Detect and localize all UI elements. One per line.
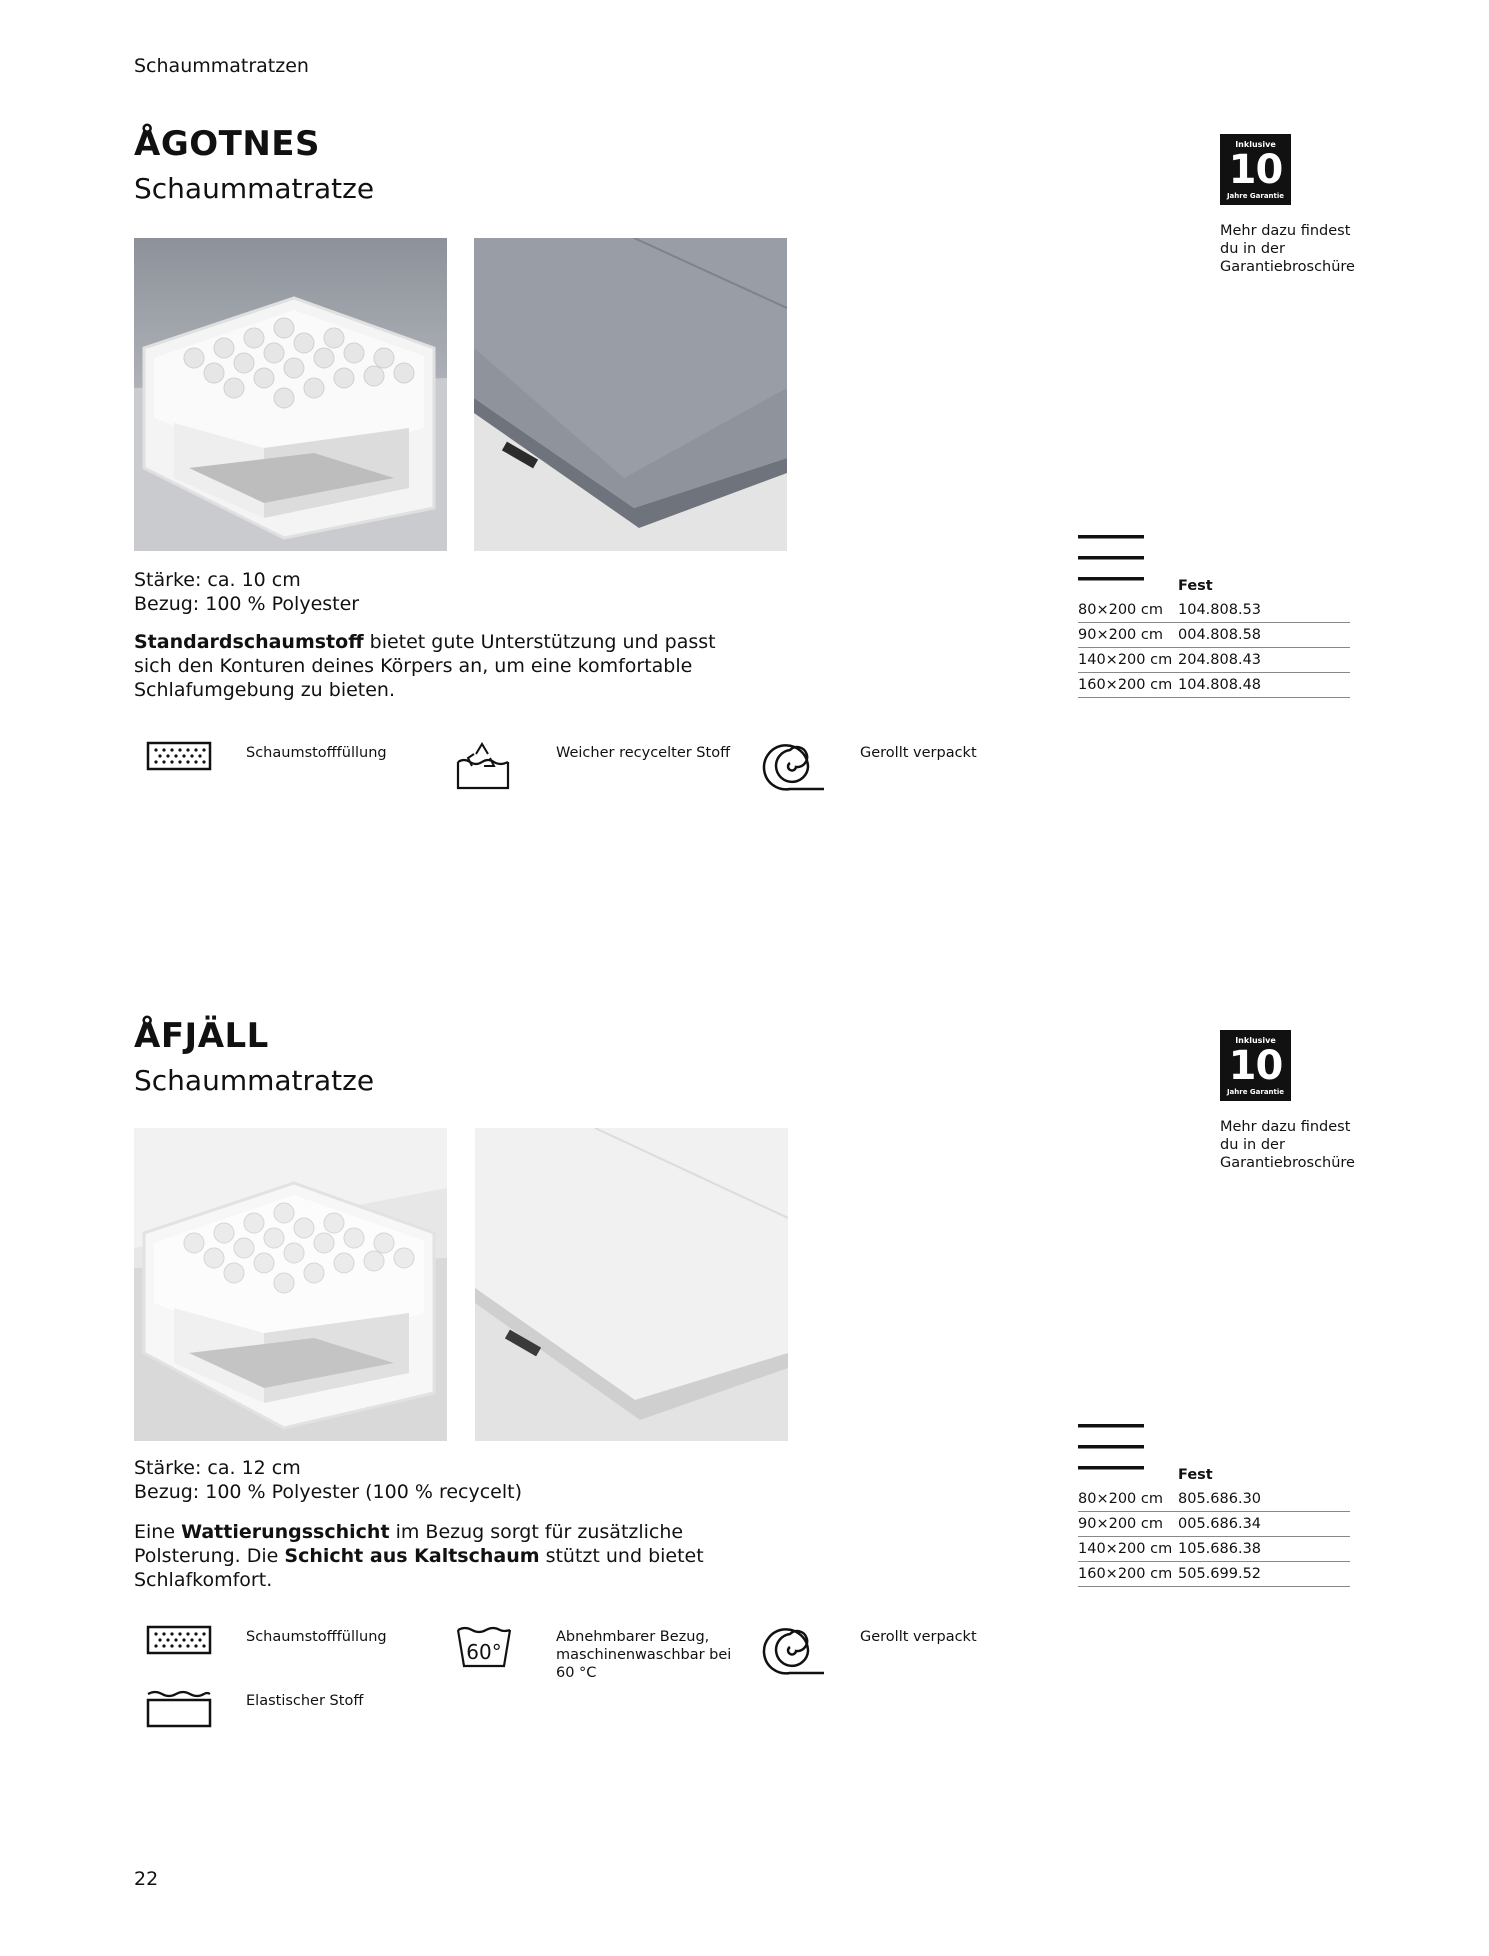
recycled-fabric-icon [456, 740, 530, 800]
mattress-corner-image-grey [474, 238, 787, 551]
article-cell: 104.808.48 [1178, 677, 1262, 693]
feature-label: Schaumstofffüllung [246, 1629, 387, 1645]
badge-number: 10 [1228, 147, 1283, 193]
table-row [1078, 1487, 1350, 1512]
table-row [1078, 673, 1350, 698]
desc-part: Eine [134, 1521, 182, 1543]
feature-foam-filling [146, 740, 386, 800]
badge-number: 10 [1228, 1043, 1283, 1089]
wash-temp-label: 60° [466, 1640, 502, 1664]
badge-top: Inklusive [1235, 1036, 1276, 1045]
foam-cutaway-image [134, 1128, 447, 1441]
table-row [1078, 648, 1350, 673]
firmness-header: Fest [1178, 578, 1213, 594]
table-row [1078, 1512, 1350, 1537]
badge-bottom: Jahre Garantie [1226, 192, 1285, 200]
article-cell: 005.686.34 [1178, 1516, 1262, 1532]
rolled-packed-icon [760, 740, 834, 800]
feature-label: Abnehmbarer Bezug, maschinenwaschbar bei 60 °C [556, 1629, 732, 1681]
mattress-corner-image-white [475, 1128, 788, 1441]
feature-recycled-fabric [456, 740, 731, 800]
feature-label: Gerollt verpackt [860, 745, 977, 761]
table-row [1078, 598, 1350, 623]
feature-label: Schaumstofffüllung [246, 745, 387, 761]
feature-label: Elastischer Stoff [246, 1693, 364, 1709]
product-afjall [0, 892, 1489, 1709]
size-cell: 160×200 cm [1078, 1566, 1173, 1582]
product-specs [134, 568, 359, 616]
firmness-header: Fest [1178, 1467, 1213, 1483]
foam-cutaway-image-grey [134, 238, 447, 551]
size-cell: 140×200 cm [1078, 1541, 1173, 1557]
article-cell: 505.699.52 [1178, 1566, 1262, 1582]
article-cell: 805.686.30 [1178, 1491, 1262, 1507]
product-subtitle: Schaummatratze [134, 1064, 375, 1097]
feature-foam-filling [146, 1624, 386, 1684]
table-row [1078, 1562, 1350, 1587]
page-number: 22 [134, 1868, 159, 1890]
product-description [134, 1520, 714, 1592]
size-article-table [1078, 578, 1350, 698]
spec-cover: Bezug: 100 % Polyester [134, 593, 360, 615]
article-cell: 204.808.43 [1178, 652, 1262, 668]
warranty-note: Mehr dazu findest du in der Garantiebroschüre [1220, 223, 1355, 275]
mattress-corner-image [474, 238, 787, 551]
badge-bottom: Jahre Garantie [1226, 1088, 1285, 1096]
size-cell: 90×200 cm [1078, 627, 1163, 643]
product-description [134, 630, 734, 702]
washable-60-icon [456, 1624, 530, 1684]
warranty-note: Mehr dazu findest du in der Garantiebroschüre [1220, 1119, 1355, 1171]
article-cell: 104.808.53 [1178, 602, 1262, 618]
warranty-badge [1220, 1030, 1291, 1101]
warranty-badge [1220, 134, 1291, 205]
spec-thickness: Stärke: ca. 10 cm [134, 569, 301, 591]
foam-filling-icon [146, 1624, 220, 1684]
size-cell: 80×200 cm [1078, 1491, 1163, 1507]
size-article-table [1078, 1467, 1350, 1587]
spec-cover: Bezug: 100 % Polyester (100 % recycelt) [134, 1481, 523, 1503]
feature-rolled-packed [760, 740, 1000, 800]
table-row [1078, 623, 1350, 648]
desc-part: bietet gute Unterstützung und passt sich den Konturen deines Körpers an, um eine komfortable Schlafumgebung zu bieten. [134, 631, 716, 701]
feature-label: Gerollt verpackt [860, 1629, 977, 1645]
size-cell: 160×200 cm [1078, 677, 1173, 693]
desc-part: im Bezug sorgt für zusätzliche Polsterung. Die [134, 1521, 684, 1567]
product-specs [134, 1456, 522, 1504]
desc-part: stützt und bietet Schlafkomfort. [134, 1545, 704, 1591]
feature-elastic-fabric [146, 1688, 386, 1748]
product-name: ÅFJÄLL [134, 1016, 269, 1056]
size-cell: 90×200 cm [1078, 1516, 1163, 1532]
product-subtitle: Schaummatratze [134, 172, 375, 205]
product-name: ÅGOTNES [134, 124, 320, 164]
feature-rolled-packed [760, 1624, 1000, 1684]
section-label: Schaummatratzen [134, 55, 309, 77]
feature-label: Weicher recycelter Stoff [556, 745, 731, 761]
foam-filling-icon [146, 740, 220, 800]
article-cell: 105.686.38 [1178, 1541, 1262, 1557]
badge-top: Inklusive [1235, 140, 1276, 149]
mattress-corner-image [475, 1128, 788, 1441]
desc-part: Schicht aus Kaltschaum [284, 1545, 540, 1567]
size-cell: 80×200 cm [1078, 602, 1163, 618]
desc-part: Wattierungsschicht [181, 1521, 390, 1543]
desc-part: Standardschaumstoff [134, 631, 364, 653]
spec-thickness: Stärke: ca. 12 cm [134, 1457, 301, 1479]
product-agotnes [0, 0, 1489, 761]
foam-cutaway-image-white [134, 1128, 447, 1441]
foam-cutaway-image [134, 238, 447, 551]
size-cell: 140×200 cm [1078, 652, 1173, 668]
elastic-fabric-icon [146, 1688, 220, 1748]
feature-washable-60 [456, 1624, 732, 1684]
rolled-packed-icon [760, 1624, 834, 1684]
article-cell: 004.808.58 [1178, 627, 1262, 643]
table-row [1078, 1537, 1350, 1562]
